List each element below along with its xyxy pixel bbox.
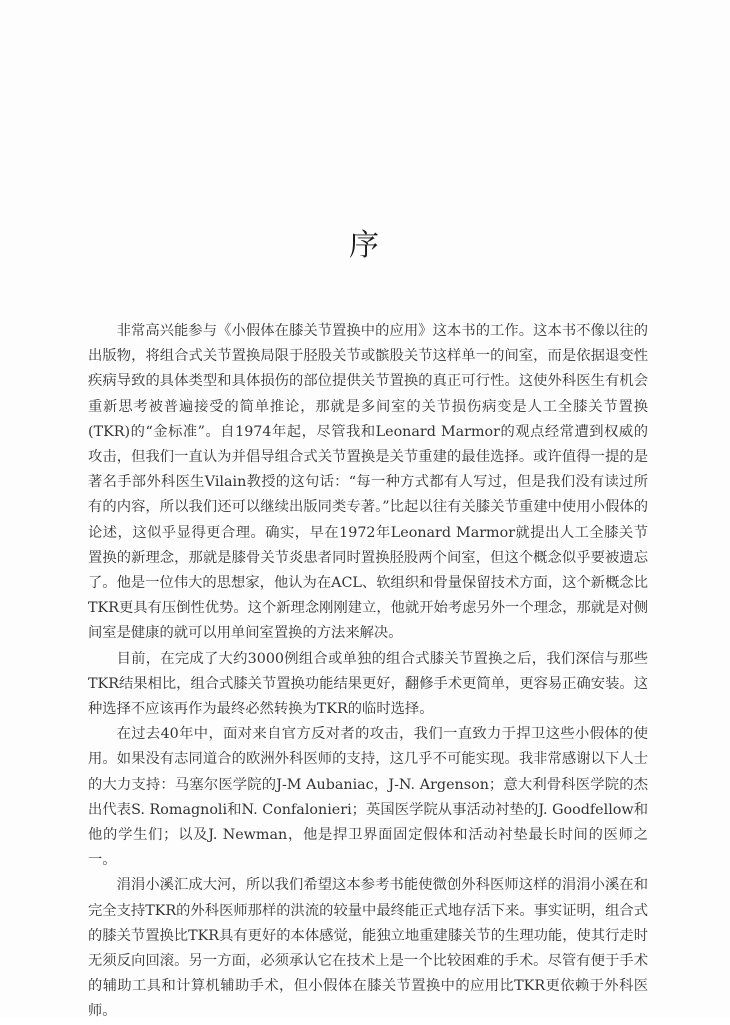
- body-text: [88, 319, 648, 1025]
- paragraph-4: 涓涓小溪汇成大河，所以我们希望这本参考书能使微创外科医师这样的涓涓小溪在和完全支持TKR的外科医师那样的洪流的较量中最终能正式地存活下来。事实证明，组合式的膝关节置换比TKR具有更好的本体感觉，能独立地重建膝关节的生理功能，使其行走时无须反向回滚。另一方面，必须承认它在技术上是一个比较困难的手术。尽管有便于手术的辅助工具和计算机辅助手术，但小假体在膝关节置换中的应用比TKR更依赖于外科医师。: [88, 877, 648, 1020]
- paragraph-2: 目前，在完成了大约3000例组合或单独的组合式膝关节置换之后，我们深信与那些TKR结果相比，组合式膝关节置换功能结果更好，翻修手术更简单，更容易正确安装。这种选择不应该再作为最终必然转换为TKR的临时选择。: [88, 650, 648, 718]
- paragraph-3: 在过去40年中，面对来自官方反对者的攻击，我们一直致力于捍卫这些小假体的使用。如果没有志同道合的欧洲外科医师的支持，这几乎不可能实现。我非常感谢以下人士的大力支持：马塞尔医学院的J-M Aubaniac，J-N. Argenson；意大利骨科医学院的杰出代表S. Romagnoli和N. Confalonieri；英国医学院从事活动衬垫的J. Goodfellow和他的学生们；以及J. Newman，他是捍卫界面固定假体和活动衬垫最长时间的医师之一。: [88, 726, 648, 869]
- paragraph-1: 非常高兴能参与《小假体在膝关节置换中的应用》这本书的工作。这本书不像以往的出版物，将组合式关节置换局限于胫股关节或髌股关节这样单一的间室，而是依据退变性疾病导致的具体类型和具体损伤的部位提供关节置换的真正可行性。这使外科医生有机会重新思考被普遍接受的简单推论，那就是多间室的关节损伤病变是人工全膝关节置换(TKR)的“金标准”。自1974年起，尽管我和Leonard Marmor的观点经常遭到权威的攻击，但我们一直认为并倡导组合式关节置换是关节重建的最佳选择。或许值得一提的是著名手部外科医生Vilain教授的这句话：“每一种方式都有人写过，但是我们没有读过所有的内容，所以我们还可以继续出版同类专著。”比起以往有关膝关节重建中使用小假体的论述，这似乎显得更合理。确实，早在1972年Leonard Marmor就提出人工全膝关节置换的新理念，那就是膝骨关节炎患者同时置换胫股两个间室，但这个概念似乎要被遗忘了。他是一位伟大的思想家，他认为在ACL、软组织和骨量保留技术方面，这个新概念比TKR更具有压倒性优势。这个新理念刚刚建立，他就开始考虑另外一个理念，那就是对侧间室是健康的就可以用单间室置换的方法来解决。: [88, 323, 648, 642]
- page-title: 序: [349, 228, 381, 264]
